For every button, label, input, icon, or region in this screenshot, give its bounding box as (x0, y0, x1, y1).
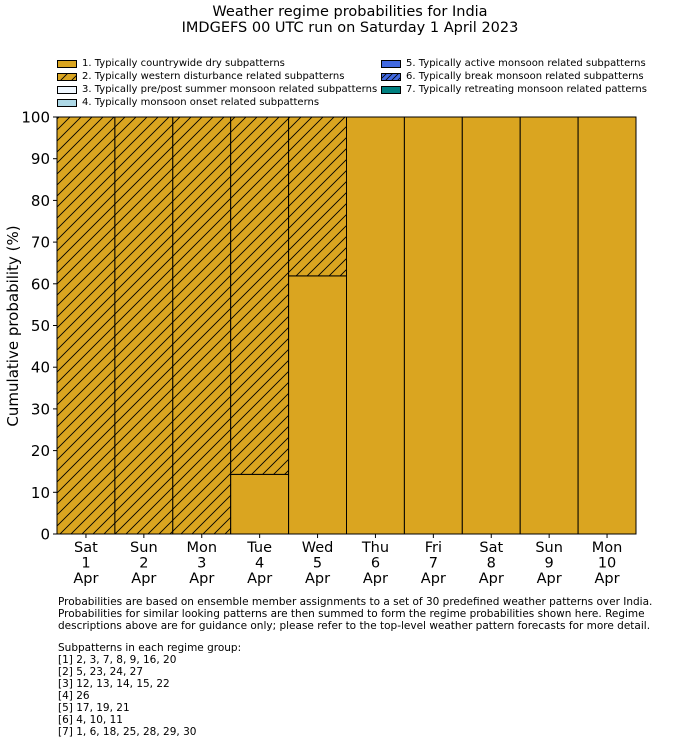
x-tick-label: Sat 8 Apr (478, 540, 504, 587)
group-7: [7] 1, 6, 18, 25, 28, 29, 30 (58, 726, 197, 738)
y-tick-label: 90 (30, 150, 50, 169)
x-tick-label: Sat 1 Apr (73, 540, 99, 587)
notes-paragraph (58, 596, 678, 632)
y-tick-label: 70 (30, 233, 50, 252)
x-tick-label: Sun 9 Apr (535, 540, 563, 587)
y-tick-label: 10 (30, 483, 50, 502)
x-tick-label: Thu 6 Apr (361, 540, 390, 587)
y-tick-label: 100 (21, 108, 50, 127)
legend-label-4: 4. Typically monsoon onset related subpatterns (82, 97, 320, 108)
legend-label-7: 7. Typically retreating monsoon related patterns (406, 84, 647, 95)
subpattern-groups (58, 642, 241, 738)
bar-segment-series2-3 (173, 117, 231, 534)
y-tick-label: 20 (30, 442, 50, 461)
group-1: [1] 2, 3, 7, 8, 9, 16, 20 (58, 654, 177, 666)
x-tick-label: Sun 2 Apr (130, 540, 158, 587)
bar-segment-series2-2 (115, 117, 173, 534)
y-axis (21, 109, 57, 544)
bar-segment-series2-1 (57, 117, 115, 534)
bar-segment-series1-5 (289, 276, 347, 534)
bar-segment-series1-4 (231, 474, 289, 534)
legend-label-6: 6. Typically break monsoon related subpatterns (406, 71, 644, 82)
groups-heading: Subpatterns in each regime group: (58, 642, 242, 654)
chart-subtitle: IMDGEFS 00 UTC run on Saturday 1 April 2023 (181, 20, 519, 36)
legend-label-5: 5. Typically active monsoon related subpatterns (406, 58, 646, 69)
x-tick-label: Mon 3 Apr (186, 540, 218, 587)
chart-title: Weather regime probabilities for India (212, 4, 488, 20)
y-tick-label: 0 (40, 525, 50, 544)
x-tick-label: Mon 10 Apr (591, 540, 623, 587)
group-2: [2] 5, 23, 24, 27 (58, 666, 143, 678)
bars-group (57, 117, 636, 534)
x-tick-label: Fri 7 Apr (420, 540, 446, 587)
legend-label-2: 2. Typically western disturbance related subpatterns (82, 71, 345, 82)
group-6: [6] 4, 10, 11 (58, 714, 123, 726)
bar-segment-series1-9 (520, 117, 578, 534)
y-tick-label: 30 (30, 400, 50, 419)
x-axis (73, 534, 622, 587)
bar-segment-series1-8 (462, 117, 520, 534)
y-tick-label: 80 (30, 191, 50, 210)
notes-line-3: descriptions above are for guidance only; please refer to the top-level weather pattern forecasts for more detail. (58, 620, 651, 632)
bar-segment-series2-4 (231, 117, 289, 474)
group-4: [4] 26 (58, 690, 90, 702)
notes-line-1: Probabilities are based on ensemble member assignments to a set of 30 predefined weather patterns over India. (58, 596, 653, 608)
bar-segment-series1-7 (404, 117, 462, 534)
y-tick-label: 60 (30, 275, 50, 294)
x-tick-label: Wed 5 Apr (301, 540, 334, 587)
bar-segment-series2-5 (289, 117, 347, 276)
x-tick-label: Tue 4 Apr (247, 540, 273, 587)
legend-label-1: 1. Typically countrywide dry subpatterns (82, 58, 285, 69)
y-tick-label: 50 (30, 317, 50, 335)
y-axis-label: Cumulative probability (%) (4, 225, 22, 427)
group-3: [3] 12, 13, 14, 15, 22 (58, 678, 170, 690)
notes-line-2: Probabilities for similar looking patterns are then summed to form the regime probabilities shown here. Regime (58, 608, 645, 620)
bar-segment-series1-10 (578, 117, 636, 534)
bar-segment-series1-6 (347, 117, 405, 534)
legend-label-3: 3. Typically pre/post summer monsoon related subpatterns (82, 84, 378, 95)
group-5: [5] 17, 19, 21 (58, 702, 130, 714)
y-tick-label: 40 (30, 358, 50, 377)
